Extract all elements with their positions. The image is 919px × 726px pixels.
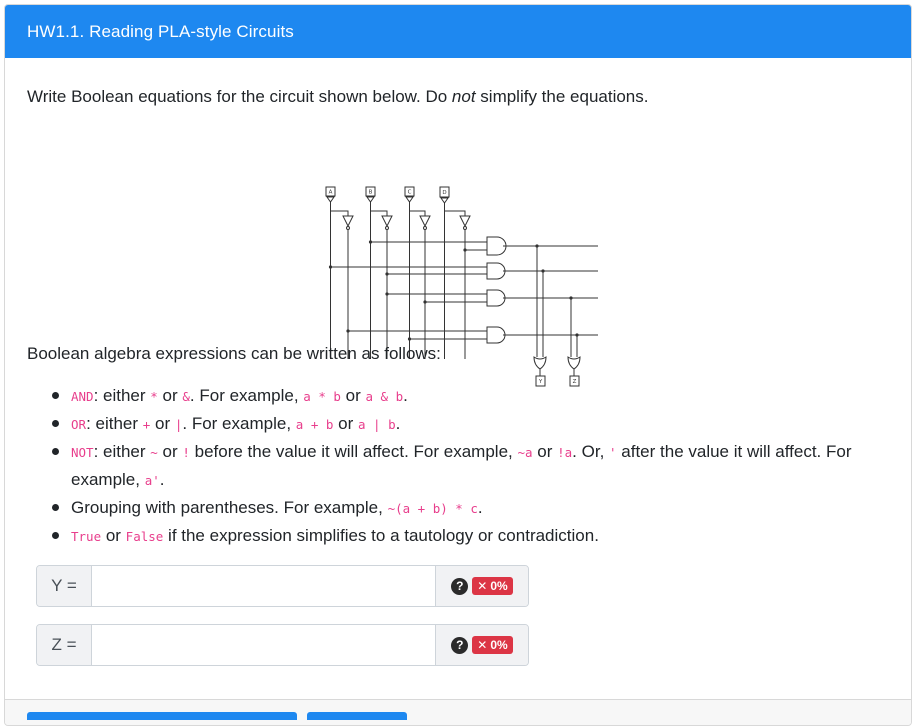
question-prompt [27, 87, 648, 107]
answer-z-input[interactable] [92, 625, 435, 665]
and-gate-4 [487, 327, 505, 343]
prompt-text-1: Write Boolean equations for the circuit shown below. Do [27, 87, 452, 106]
input-d-label: D [442, 190, 447, 196]
code-not: NOT [71, 445, 94, 460]
card-footer [5, 699, 911, 726]
help-icon[interactable]: ? [451, 578, 468, 595]
rule-not: NOT: either ~ or ! before the value it will affect. For example, ~a or !a. Or, ' after the value it will affect. For example, a'. [27, 438, 887, 494]
cross-icon: ✕ [477, 579, 488, 593]
input-a-label: A [328, 189, 333, 196]
score-badge [472, 636, 512, 654]
and-gate-2 [487, 263, 505, 279]
help-icon[interactable]: ? [451, 637, 468, 654]
input-c-label: C [407, 189, 412, 196]
code-and: AND [71, 389, 94, 404]
output-z-label: Z [572, 379, 577, 385]
answer-z-addon [435, 625, 528, 665]
rule-and: AND: either * or &. For example, a * b or a & b. [27, 382, 887, 410]
save-button[interactable] [307, 712, 407, 720]
code-or: OR [71, 417, 87, 432]
output-y-label: Y [538, 379, 543, 385]
rule-or: OR: either + or |. For example, a + b or a | b. [27, 410, 887, 438]
input-b-label: B [368, 189, 373, 196]
score-value: 0% [490, 579, 508, 593]
prompt-text-2: simplify the equations. [475, 87, 649, 106]
score-badge [472, 577, 512, 595]
answer-z-group [36, 624, 529, 666]
question-header [5, 5, 911, 58]
answer-y-label: Y = [37, 566, 92, 606]
and-gate-3 [487, 290, 505, 306]
cross-icon: ✕ [477, 638, 488, 652]
or-gate-z [568, 357, 580, 369]
rule-true-false: True or False if the expression simplifies to a tautology or contradiction. [27, 522, 887, 550]
prompt-emphasis: not [451, 87, 476, 106]
save-grade-button[interactable] [27, 712, 297, 720]
intro-text: Boolean algebra expressions can be written as follows: [27, 344, 441, 363]
question-title: HW1.1. Reading PLA-style Circuits [27, 21, 294, 41]
answer-y-group [36, 565, 529, 607]
answer-z-label: Z = [37, 625, 92, 665]
score-value: 0% [490, 638, 508, 652]
question-card [4, 4, 912, 726]
answer-y-addon [435, 566, 528, 606]
or-gate-y [534, 357, 546, 369]
answer-y-input[interactable] [92, 566, 435, 606]
rule-grouping: Grouping with parentheses. For example, ~(a + b) * c. [27, 494, 887, 522]
rules-list [27, 382, 887, 550]
